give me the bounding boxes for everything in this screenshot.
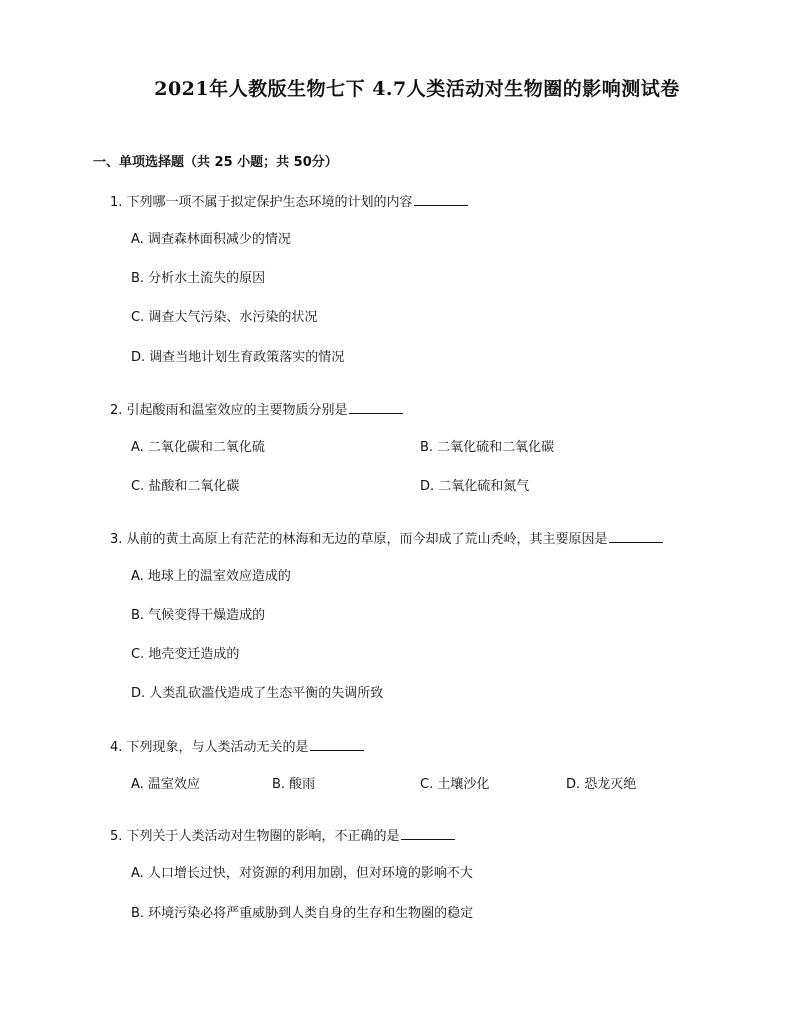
question-1 xyxy=(110,191,468,210)
question-stem: 1. 下列哪一项不属于拟定保护生态环境的计划的内容 xyxy=(110,195,413,210)
question-2 xyxy=(110,399,403,418)
answer-blank xyxy=(401,827,455,840)
question-stem: 3. 从前的黄土高原上有茫茫的林海和无边的草原，而今却成了荒山秃岭，其主要原因是 xyxy=(110,532,608,547)
question-3 xyxy=(110,528,663,547)
option-b: B. 二氧化硫和二氧化碳 xyxy=(420,440,555,455)
option-a: A. 地球上的温室效应造成的 xyxy=(131,569,291,584)
answer-blank xyxy=(414,193,468,206)
question-stem: 4. 下列现象，与人类活动无关的是 xyxy=(110,740,309,755)
option-b: B. 分析水土流失的原因 xyxy=(131,271,266,286)
question-stem: 2. 引起酸雨和温室效应的主要物质分别是 xyxy=(110,403,348,418)
option-a: A. 人口增长过快，对资源的利用加剧，但对环境的影响不大 xyxy=(131,866,473,881)
question-5 xyxy=(110,825,455,844)
option-d: D. 二氧化硫和氮气 xyxy=(420,479,530,494)
option-d: D. 调查当地计划生育政策落实的情况 xyxy=(131,350,345,365)
section-heading: 一、单项选择题（共 25 小题；共 50分） xyxy=(93,155,338,170)
answer-blank xyxy=(310,738,364,751)
option-c: C. 盐酸和二氧化碳 xyxy=(131,479,240,494)
option-b: B. 酸雨 xyxy=(272,777,316,792)
answer-blank xyxy=(609,530,663,543)
option-a: A. 调查森林面积减少的情况 xyxy=(131,232,291,247)
page-title: 2021年人教版生物七下 4.7人类活动对生物圈的影响测试卷 xyxy=(154,78,680,100)
option-c: C. 地壳变迁造成的 xyxy=(131,647,240,662)
option-b: B. 环境污染必将严重威胁到人类自身的生存和生物圈的稳定 xyxy=(131,906,474,921)
option-b: B. 气候变得干燥造成的 xyxy=(131,608,266,623)
option-d: D. 人类乱砍滥伐造成了生态平衡的失调所致 xyxy=(131,686,384,701)
option-a: A. 温室效应 xyxy=(131,777,200,792)
option-c: C. 土壤沙化 xyxy=(420,777,490,792)
option-d: D. 恐龙灭绝 xyxy=(566,777,637,792)
question-4 xyxy=(110,736,364,755)
option-a: A. 二氧化碳和二氧化硫 xyxy=(131,440,265,455)
answer-blank xyxy=(349,401,403,414)
option-c: C. 调查大气污染、水污染的状况 xyxy=(131,310,318,325)
question-stem: 5. 下列关于人类活动对生物圈的影响，不正确的是 xyxy=(110,829,400,844)
